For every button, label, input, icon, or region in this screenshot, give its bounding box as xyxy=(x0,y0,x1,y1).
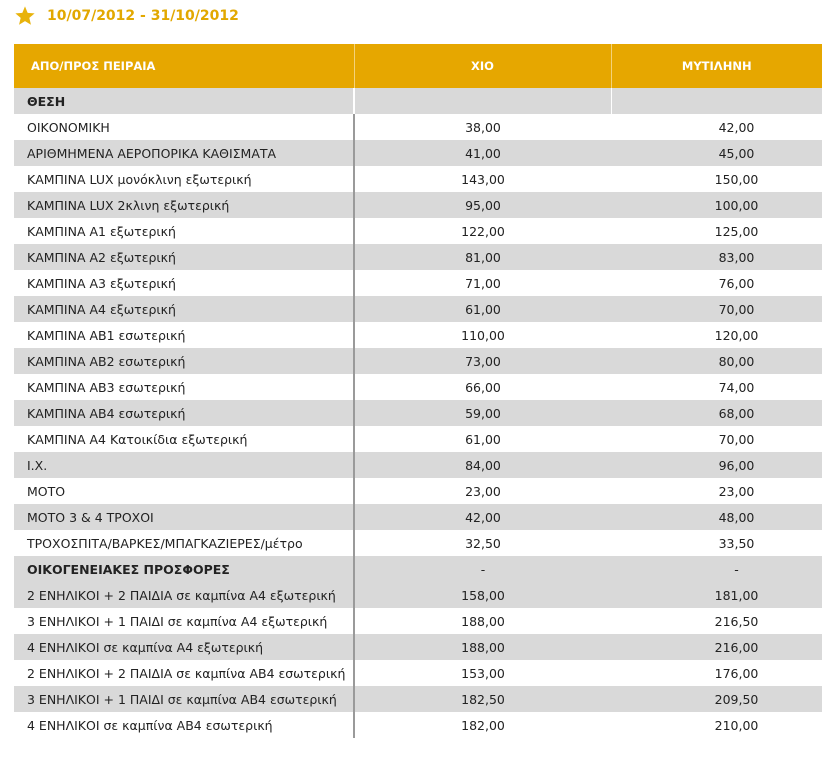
row-label: ΚΑΜΠΙΝΑ LUX μονόκλινη εξωτερική xyxy=(14,166,354,192)
row-label: ΑΡΙΘΜΗΜΕΝΑ ΑΕΡΟΠΟΡΙΚΑ ΚΑΘΙΣΜΑΤΑ xyxy=(14,140,354,166)
table-row xyxy=(14,244,822,270)
table-row xyxy=(14,348,822,374)
table-row xyxy=(14,530,822,556)
price-mytilini: 42,00 xyxy=(611,114,822,140)
row-label: 2 ΕΝΗΛΙΚΟΙ + 2 ΠΑΙΔΙΑ σε καμπίνα Α4 εξωτερική xyxy=(14,582,354,608)
price-mytilini: 181,00 xyxy=(611,582,822,608)
price-mytilini: 100,00 xyxy=(611,192,822,218)
table-row xyxy=(14,218,822,244)
price-mytilini: 23,00 xyxy=(611,478,822,504)
table-row xyxy=(14,296,822,322)
price-chio: 188,00 xyxy=(354,634,611,660)
price-chio: 95,00 xyxy=(354,192,611,218)
table-row xyxy=(14,140,822,166)
row-label: ΚΑΜΠΙΝΑ LUX 2κλινη εξωτερική xyxy=(14,192,354,218)
price-chio: 23,00 xyxy=(354,478,611,504)
row-label: ΘΕΣΗ xyxy=(14,88,354,114)
price-chio: 66,00 xyxy=(354,374,611,400)
price-mytilini: 125,00 xyxy=(611,218,822,244)
price-mytilini: 150,00 xyxy=(611,166,822,192)
price-mytilini: 68,00 xyxy=(611,400,822,426)
price-chio: 182,00 xyxy=(354,712,611,738)
row-label: ΚΑΜΠΙΝΑ Α4 Κατοικίδια εξωτερική xyxy=(14,426,354,452)
row-label: ΚΑΜΠΙΝΑ ΑΒ3 εσωτερική xyxy=(14,374,354,400)
table-row xyxy=(14,504,822,530)
price-chio: 182,50 xyxy=(354,686,611,712)
row-label: ΚΑΜΠΙΝΑ ΑΒ4 εσωτερική xyxy=(14,400,354,426)
price-chio: 42,00 xyxy=(354,504,611,530)
table-row xyxy=(14,166,822,192)
price-chio: 61,00 xyxy=(354,296,611,322)
row-label: 3 ΕΝΗΛΙΚΟΙ + 1 ΠΑΙΔΙ σε καμπίνα Α4 εξωτερική xyxy=(14,608,354,634)
price-chio: 84,00 xyxy=(354,452,611,478)
price-chio: 59,00 xyxy=(354,400,611,426)
table-row xyxy=(14,270,822,296)
price-mytilini: 216,00 xyxy=(611,634,822,660)
row-label: ΚΑΜΠΙΝΑ Α3 εξωτερική xyxy=(14,270,354,296)
price-mytilini: - xyxy=(611,556,822,582)
row-label: Ι.Χ. xyxy=(14,452,354,478)
price-chio: 73,00 xyxy=(354,348,611,374)
price-mytilini: 83,00 xyxy=(611,244,822,270)
column-header-route: ΑΠΟ/ΠΡΟΣ ΠΕΙΡΑΙΑ xyxy=(14,44,354,88)
row-label: ΚΑΜΠΙΝΑ ΑΒ1 εσωτερική xyxy=(14,322,354,348)
price-mytilini: 45,00 xyxy=(611,140,822,166)
row-label: 3 ΕΝΗΛΙΚΟΙ + 1 ΠΑΙΔΙ σε καμπίνα ΑΒ4 εσωτερική xyxy=(14,686,354,712)
table-row xyxy=(14,322,822,348)
price-chio: 143,00 xyxy=(354,166,611,192)
price-chio: 61,00 xyxy=(354,426,611,452)
date-range: 10/07/2012 - 31/10/2012 xyxy=(47,8,239,24)
table-row xyxy=(14,660,822,686)
price-mytilini: 216,50 xyxy=(611,608,822,634)
row-label: ΚΑΜΠΙΝΑ ΑΒ2 εσωτερική xyxy=(14,348,354,374)
price-chio: 38,00 xyxy=(354,114,611,140)
price-mytilini: 70,00 xyxy=(611,426,822,452)
price-chio: 110,00 xyxy=(354,322,611,348)
price-chio: 158,00 xyxy=(354,582,611,608)
table-row xyxy=(14,608,822,634)
price-chio: 71,00 xyxy=(354,270,611,296)
column-header-chio: ΧΙΟ xyxy=(354,44,611,88)
row-label: 2 ΕΝΗΛΙΚΟΙ + 2 ΠΑΙΔΙΑ σε καμπίνα ΑΒ4 εσωτερική xyxy=(14,660,354,686)
table-header-row xyxy=(14,44,822,88)
table-row xyxy=(14,452,822,478)
row-label: ΜΟΤΟ 3 & 4 ΤΡΟΧΟΙ xyxy=(14,504,354,530)
table-row xyxy=(14,114,822,140)
price-mytilini: 209,50 xyxy=(611,686,822,712)
row-label: ΟΙΚΟΓΕΝΕΙΑΚΕΣ ΠΡΟΣΦΟΡΕΣ xyxy=(14,556,354,582)
price-mytilini: 96,00 xyxy=(611,452,822,478)
fares-table xyxy=(14,44,822,738)
table-row xyxy=(14,374,822,400)
price-chio: 32,50 xyxy=(354,530,611,556)
table-row xyxy=(14,426,822,452)
table-row xyxy=(14,634,822,660)
price-mytilini: 176,00 xyxy=(611,660,822,686)
column-header-mytilini: ΜΥΤΙΛΗΝΗ xyxy=(611,44,822,88)
section-row xyxy=(14,88,822,114)
table-row xyxy=(14,582,822,608)
table-row xyxy=(14,712,822,738)
price-mytilini: 120,00 xyxy=(611,322,822,348)
price-chio: 188,00 xyxy=(354,608,611,634)
price-chio: 153,00 xyxy=(354,660,611,686)
price-mytilini: 74,00 xyxy=(611,374,822,400)
price-mytilini: 80,00 xyxy=(611,348,822,374)
row-label: 4 ΕΝΗΛΙΚΟΙ σε καμπίνα Α4 εξωτερική xyxy=(14,634,354,660)
price-chio: 122,00 xyxy=(354,218,611,244)
row-label: ΜΟΤΟ xyxy=(14,478,354,504)
price-mytilini: 76,00 xyxy=(611,270,822,296)
section-row xyxy=(14,556,822,582)
row-label: ΚΑΜΠΙΝΑ Α2 εξωτερική xyxy=(14,244,354,270)
price-mytilini: 33,50 xyxy=(611,530,822,556)
row-label: ΚΑΜΠΙΝΑ Α1 εξωτερική xyxy=(14,218,354,244)
row-label: ΚΑΜΠΙΝΑ Α4 εξωτερική xyxy=(14,296,354,322)
star-icon xyxy=(14,5,36,27)
table-row xyxy=(14,686,822,712)
price-mytilini: 70,00 xyxy=(611,296,822,322)
price-mytilini: 210,00 xyxy=(611,712,822,738)
price-chio: - xyxy=(354,556,611,582)
price-mytilini xyxy=(611,88,822,114)
price-mytilini: 48,00 xyxy=(611,504,822,530)
table-row xyxy=(14,400,822,426)
table-row xyxy=(14,192,822,218)
price-chio: 81,00 xyxy=(354,244,611,270)
date-header xyxy=(14,4,239,28)
row-label: ΤΡΟΧΟΣΠΙΤΑ/ΒΑΡΚΕΣ/ΜΠΑΓΚΑΖΙΕΡΕΣ/μέτρο xyxy=(14,530,354,556)
row-label: ΟΙΚΟΝΟΜΙΚΗ xyxy=(14,114,354,140)
table-row xyxy=(14,478,822,504)
row-label: 4 ΕΝΗΛΙΚΟΙ σε καμπίνα ΑΒ4 εσωτερική xyxy=(14,712,354,738)
price-chio: 41,00 xyxy=(354,140,611,166)
price-chio xyxy=(354,88,611,114)
